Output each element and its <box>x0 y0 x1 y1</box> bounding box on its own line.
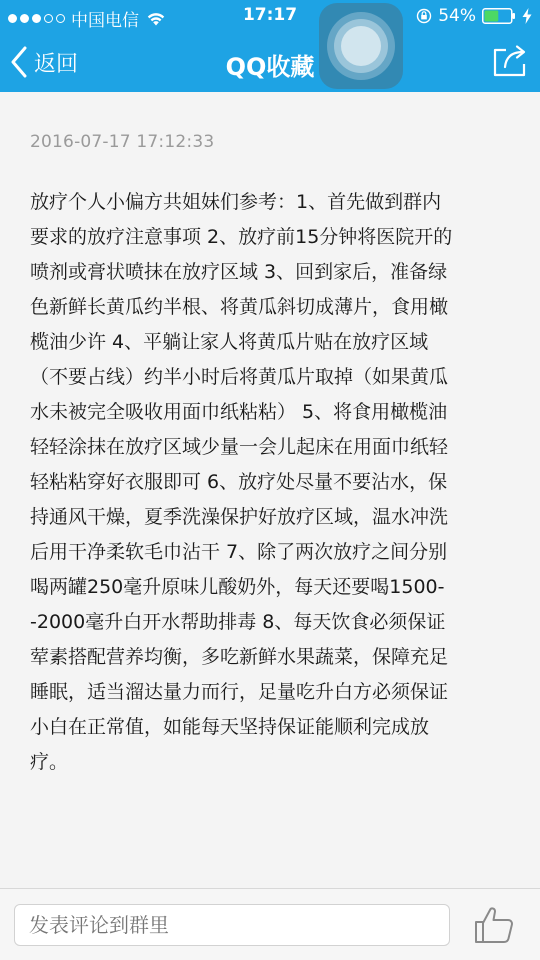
comment-input[interactable] <box>14 904 450 946</box>
note-line: 喷剂或膏状喷抹在放疗区域 3、回到家后，准备绿 <box>30 261 448 283</box>
thumbs-up-icon[interactable] <box>472 905 516 945</box>
share-icon[interactable] <box>492 44 528 78</box>
status-right <box>416 6 532 26</box>
battery-icon <box>482 8 516 24</box>
note-line: 要求的放疗注意事项 2、放疗前15分钟将医院开的 <box>30 226 453 248</box>
note-line: 色新鲜长黄瓜约半根、将黄瓜斜切成薄片，食用橄 <box>30 296 449 318</box>
charging-bolt-icon <box>522 8 532 24</box>
header <box>0 0 540 92</box>
assistive-touch-button[interactable] <box>319 3 403 89</box>
carrier-name: 中国电信 <box>71 11 139 31</box>
note-content <box>0 92 540 888</box>
note-line: 榄油少许 4、平躺让家人将黄瓜片贴在放疗区域 <box>30 331 429 353</box>
note-line: 后用干净柔软毛巾沾干 7、除了两次放疗之间分别 <box>30 541 448 563</box>
note-line: -2000毫升白开水帮助排毒 8、每天饮食必须保证 <box>30 611 446 633</box>
assistive-touch-ring <box>327 12 395 80</box>
battery-percent: 54% <box>438 6 476 26</box>
status-time: 17:17 <box>242 5 298 25</box>
back-label: 返回 <box>34 51 79 77</box>
page-title: QQ收藏 <box>225 53 315 81</box>
note-line: 轻粘粘穿好衣服即可 6、放疗处尽量不要沾水，保 <box>30 471 448 493</box>
note-line: 水未被完全吸收用面巾纸粘粘） 5、将食用橄榄油 <box>30 401 448 423</box>
assistive-touch-ring-inner <box>334 19 388 73</box>
status-bar <box>0 0 540 32</box>
note-line: 喝两罐250毫升原味儿酸奶外，每天还要喝1500- <box>30 576 445 598</box>
rotation-lock-icon <box>416 8 432 24</box>
note-line: 睡眠，适当溜达量力而行，足量吃升白方必须保证 <box>30 681 449 703</box>
note-line: 小白在正常值，如能每天坚持保证能顺利完成放 <box>30 716 430 738</box>
note-body <box>30 185 504 780</box>
note-line: 放疗个人小偏方共姐妹们参考：1、首先做到群内 <box>30 191 442 213</box>
nav-bar <box>0 32 540 92</box>
note-line: 轻轻涂抹在放疗区域少量一会儿起床在用面巾纸轻 <box>30 436 449 458</box>
note-line: 疗。 <box>30 751 69 773</box>
note-line: 持通风干燥，夏季洗澡保护好放疗区域，温水冲洗 <box>30 506 449 528</box>
assistive-touch-core <box>341 26 381 66</box>
note-line: （不要占线）约半小时后将黄瓜片取掉（如果黄瓜 <box>30 366 449 388</box>
comment-bar <box>0 888 540 960</box>
note-line: 荤素搭配营养均衡，多吃新鲜水果蔬菜，保障充足 <box>30 646 449 668</box>
note-timestamp: 2016-07-17 17:12:33 <box>30 132 215 152</box>
